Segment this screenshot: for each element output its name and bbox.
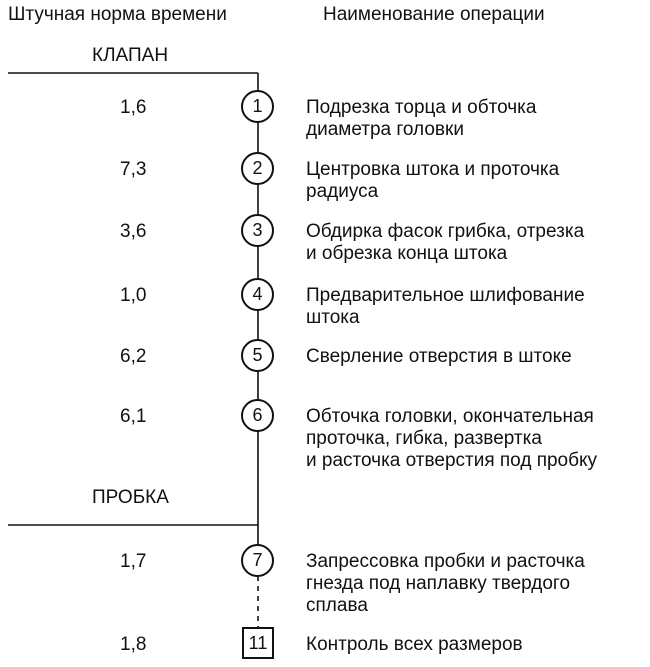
step-number-circle: 6	[241, 399, 274, 432]
section-label-klapan: КЛАПАН	[92, 45, 169, 66]
step-time: 3,6	[120, 221, 147, 242]
step-number-circle: 2	[241, 152, 274, 185]
step-time: 6,2	[120, 346, 147, 367]
header-time: Штучная норма времени	[8, 4, 227, 25]
step-number-circle: 7	[241, 544, 274, 577]
step-time: 6,1	[120, 406, 147, 427]
step-operation: Предварительное шлифование штока	[306, 285, 585, 328]
step-operation: Запрессовка пробки и расточка гнезда под наплавку твердого сплава	[306, 551, 585, 616]
step-operation: Обточка головки, окончательная проточка, гибка, развертка и расточка отверстия под пробку	[306, 406, 598, 471]
step-time: 1,6	[120, 97, 147, 118]
step-number-box: 11	[242, 627, 274, 659]
step-number-circle: 3	[241, 214, 274, 247]
step-operation: Обдирка фасок грибка, отрезка и обрезка конца штока	[306, 221, 585, 264]
step-number-circle: 4	[241, 278, 274, 311]
section-label-probka: ПРОБКА	[92, 487, 169, 508]
header-operation: Наименование операции	[323, 4, 545, 25]
step-time: 1,0	[120, 285, 147, 306]
step-time: 1,7	[120, 551, 147, 572]
step-operation: Подрезка торца и обточка диаметра головки	[306, 97, 537, 140]
step-operation: Сверление отверстия в штоке	[306, 346, 572, 367]
step-number-circle: 5	[241, 339, 274, 372]
step-time: 7,3	[120, 159, 147, 180]
step-operation: Центровка штока и проточка радиуса	[306, 159, 560, 202]
step-time: 1,8	[120, 634, 147, 655]
step-operation: Контроль всех размеров	[306, 634, 523, 655]
step-number-circle: 1	[241, 90, 274, 123]
